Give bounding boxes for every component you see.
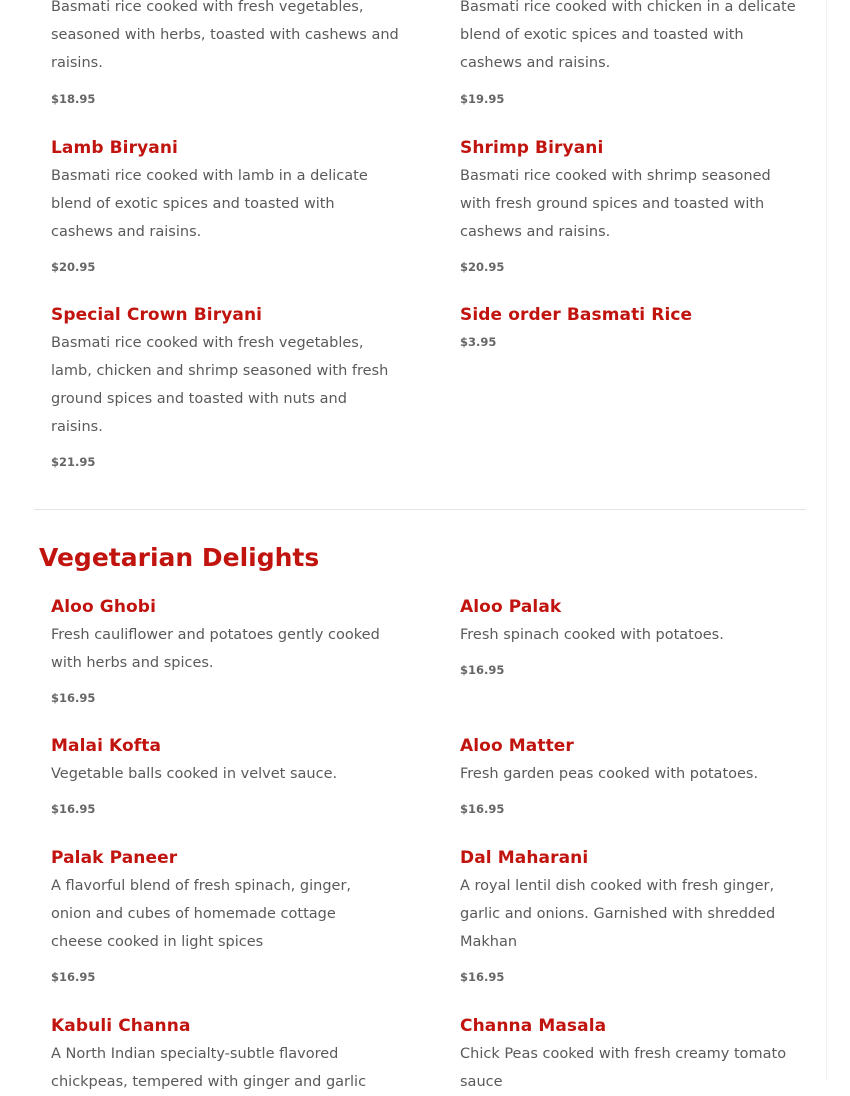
menu-item-aloo-palak xyxy=(460,596,805,678)
menu-item-description: A royal lentil dish cooked with fresh ginger, garlic and onions. Garnished with shredded Makhan xyxy=(460,878,776,950)
menu-item-description: Basmati rice cooked with chicken in a delicate blend of exotic spices and toasted with cashews and raisins. xyxy=(460,0,796,71)
menu-item-description: Fresh garden peas cooked with potatoes. xyxy=(460,766,759,782)
menu-item-palak-paneer xyxy=(51,847,381,985)
menu-item-name: Channa Masala xyxy=(460,1016,607,1036)
menu-item-price: $16.95 xyxy=(460,663,505,677)
menu-item-dal-maharani xyxy=(460,847,805,985)
menu-item-lamb-biryani xyxy=(51,137,401,275)
menu-item-description: A flavorful blend of fresh spinach, ginger, onion and cubes of homemade cottage cheese cooked in light spices xyxy=(51,878,352,950)
menu-item-name: Malai Kofta xyxy=(51,736,162,756)
menu-item-side-order-basmati-rice xyxy=(460,304,805,350)
menu-item-price: $20.95 xyxy=(51,260,96,274)
menu-item-description: Basmati rice cooked with fresh vegetables, lamb, chicken and shrimp seasoned with fresh ground spices and toasted with nuts and raisins. xyxy=(51,335,389,435)
menu-item-name: Lamb Biryani xyxy=(51,138,178,158)
menu-item-description: Basmati rice cooked with lamb in a delicate blend of exotic spices and toasted with cashews and raisins. xyxy=(51,168,368,240)
menu-item-name: Aloo Ghobi xyxy=(51,597,156,617)
menu-item-description: Chick Peas cooked with fresh creamy tomato sauce xyxy=(460,1046,787,1090)
menu-item-price: $18.95 xyxy=(51,92,96,106)
menu-item-name: Side order Basmati Rice xyxy=(460,305,693,325)
menu-item-name: Aloo Palak xyxy=(460,597,562,617)
content-edge-line xyxy=(826,0,827,1081)
menu-item-price: $3.95 xyxy=(460,335,497,349)
menu-item-channa-masala xyxy=(460,1015,805,1096)
menu-item-special-crown-biryani xyxy=(51,304,396,470)
menu-item-description: Basmati rice cooked with shrimp seasoned with fresh ground spices and toasted with cashews and raisins. xyxy=(460,168,771,240)
menu-item-name: Special Crown Biryani xyxy=(51,305,263,325)
menu-item-name: Kabuli Channa xyxy=(51,1016,191,1036)
menu-item-description: Vegetable balls cooked in velvet sauce. xyxy=(51,766,338,782)
menu-item-price: $16.95 xyxy=(460,802,505,816)
menu-item-price: $16.95 xyxy=(51,970,96,984)
menu-item-price: $16.95 xyxy=(51,802,96,816)
menu-item-description: A North Indian specialty-subtle flavored chickpeas, tempered with ginger and garlic xyxy=(51,1046,367,1090)
menu-item-price: $21.95 xyxy=(51,455,96,469)
section-divider xyxy=(34,509,806,510)
menu-item-kabuli-channa xyxy=(51,1015,386,1096)
menu-item-aloo-ghobi xyxy=(51,596,396,706)
menu-item-price: $16.95 xyxy=(460,970,505,984)
menu-item-shrimp-biryani xyxy=(460,137,805,275)
menu-item-price: $19.95 xyxy=(460,92,505,106)
menu-item-description: Basmati rice cooked with fresh vegetables, seasoned with herbs, toasted with cashews and raisins. xyxy=(51,0,399,71)
menu-item-description: Fresh cauliflower and potatoes gently cooked with herbs and spices. xyxy=(51,627,380,671)
menu-item-price: $16.95 xyxy=(51,691,96,705)
section-title-vegetarian: Vegetarian Delights xyxy=(39,543,320,572)
menu-item-name: Dal Maharani xyxy=(460,848,589,868)
menu-item-name: Aloo Matter xyxy=(460,736,574,756)
menu-item-name: Palak Paneer xyxy=(51,848,178,868)
menu-item-malai-kofta xyxy=(51,735,396,817)
menu-item-name: Shrimp Biryani xyxy=(460,138,604,158)
menu-item-aloo-matter xyxy=(460,735,805,817)
menu-item-price: $20.95 xyxy=(460,260,505,274)
menu-item-description: Fresh spinach cooked with potatoes. xyxy=(460,627,724,643)
